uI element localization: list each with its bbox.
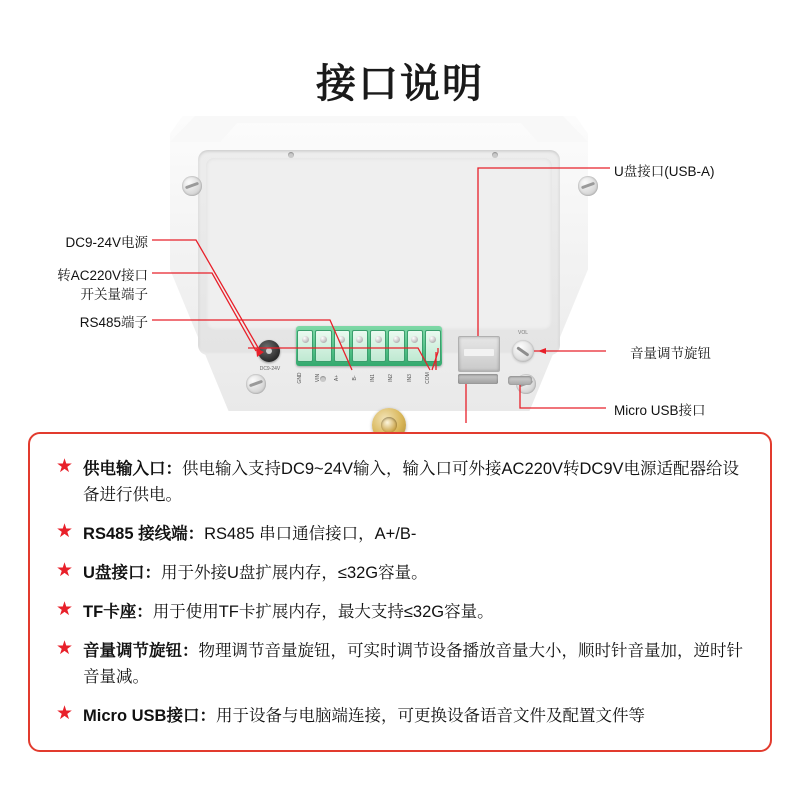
terminal-pin-label: A+ [333, 374, 340, 382]
legend-text [83, 521, 416, 547]
list-item [56, 638, 744, 690]
terminal-pin-label: IN1 [370, 374, 377, 382]
star-icon: ★ [56, 456, 74, 477]
callout-rs485: RS485端子 [79, 315, 148, 330]
terminal-pin-label: VIN [315, 373, 322, 383]
callout-dc-power: DC9-24V电源 [65, 235, 148, 250]
legend-box [28, 432, 772, 752]
legend-term: TF卡座： [83, 603, 153, 621]
terminal-pin-label: COM [424, 372, 431, 384]
screw-bottom-left [246, 374, 266, 394]
legend-desc: 供电输入支持DC9~24V输入，输入口可外接AC220V转DC9V电源适配器给设备进行供电。 [83, 460, 740, 504]
legend-desc: 物理调节音量旋钮，可实时调节设备播放音量大小，顺时针音量加，逆时针音量减。 [83, 642, 744, 686]
legend-text [83, 456, 744, 508]
terminal-pin [352, 330, 368, 362]
device-inner-panel-recess [206, 158, 552, 330]
legend-desc: 用于外接U盘扩展内存，≤32G容量。 [160, 564, 428, 582]
screw-top-left [182, 176, 202, 196]
usb-a-port [458, 336, 500, 372]
legend-text [83, 599, 494, 625]
legend-list [30, 434, 770, 752]
legend-text [83, 560, 428, 586]
terminal-pin-label: IN2 [388, 374, 395, 382]
list-item [56, 521, 744, 547]
terminal-pin-label: IN3 [406, 374, 413, 382]
legend-desc: RS485 串口通信接口，A+/B- [204, 525, 417, 543]
vent-hole-top-left [288, 152, 294, 158]
legend-text [83, 703, 645, 729]
terminal-pin [407, 330, 423, 362]
callout-volume: 音量调节旋钮 [630, 346, 711, 361]
vent-hole-top-right [492, 152, 498, 158]
legend-term: 供电输入口： [83, 460, 183, 478]
callout-micro-usb: Micro USB接口 [614, 403, 706, 418]
device-diagram [0, 108, 800, 423]
terminal-pin-label: B- [351, 375, 358, 381]
page-title: 接口说明 [316, 62, 484, 106]
screw-top-right [578, 176, 598, 196]
legend-term: 音量调节旋钮： [83, 642, 199, 660]
volume-knob [512, 340, 534, 362]
list-item [56, 599, 744, 625]
callout-ac-adapter: 转AC220V接口 [57, 268, 148, 283]
star-icon: ★ [56, 638, 74, 659]
list-item [56, 703, 744, 729]
terminal-pin [315, 330, 331, 362]
terminal-pin-label: GND [297, 372, 304, 384]
legend-text [83, 638, 744, 690]
terminal-pin [388, 330, 404, 362]
volume-knob-marking: VOL [517, 330, 528, 336]
star-icon: ★ [56, 703, 74, 724]
micro-usb-port [508, 376, 532, 385]
legend-term: U盘接口： [83, 564, 161, 582]
legend-desc: 用于使用TF卡扩展内存，最大支持≤32G容量。 [152, 603, 494, 621]
terminal-pin [370, 330, 386, 362]
star-icon: ★ [56, 560, 74, 581]
star-icon: ★ [56, 521, 74, 542]
legend-term: Micro USB接口： [83, 707, 216, 725]
list-item [56, 560, 744, 586]
terminal-pin [297, 330, 313, 362]
terminal-pin [425, 330, 441, 362]
dc-power-jack [258, 340, 280, 362]
dc-power-jack-marking: DC9-24V [259, 366, 281, 372]
green-terminal-block [296, 326, 442, 366]
legend-desc: 用于设备与电脑端连接，可更换设备语音文件及配置文件等 [215, 707, 645, 725]
terminal-pin [334, 330, 350, 362]
callout-switch: 开关量端子 [80, 287, 148, 302]
tf-card-slot [458, 374, 498, 384]
list-item [56, 456, 744, 508]
legend-term: RS485 接线端： [83, 525, 205, 543]
star-icon: ★ [56, 599, 74, 620]
callout-usb-a: U盘接口(USB-A) [614, 164, 715, 179]
terminal-pin-labels [296, 366, 442, 382]
